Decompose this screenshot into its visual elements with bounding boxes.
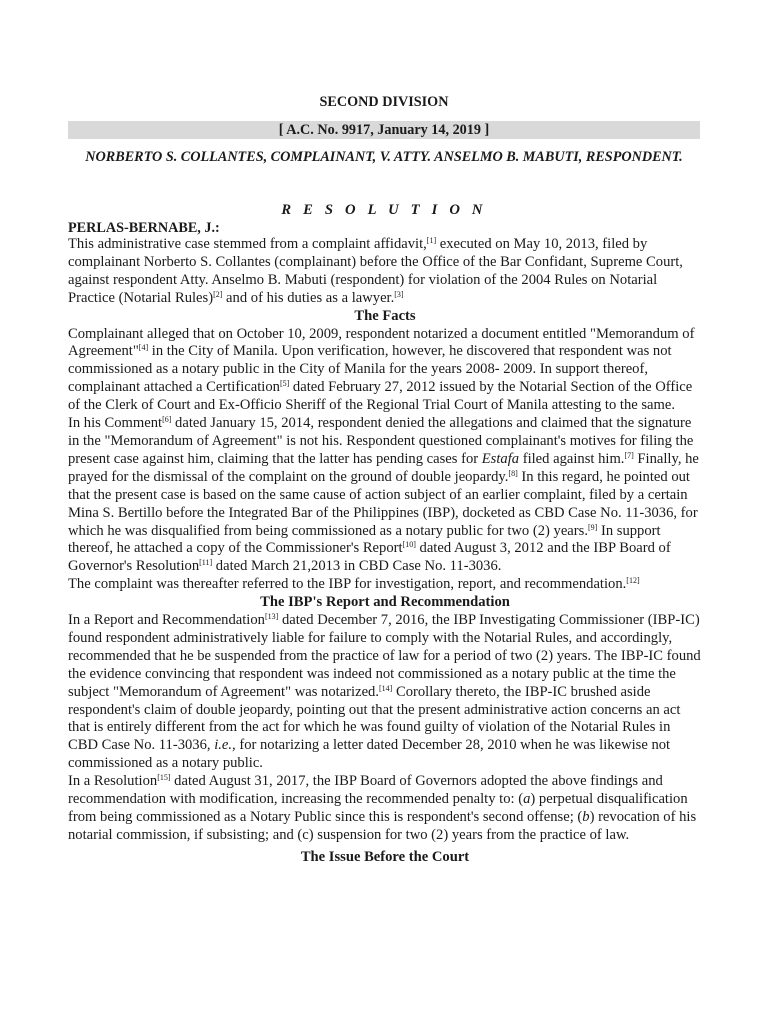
text-span: dated December 7, 2016, the IBP Investigating Commissioner (IBP-IC) found respondent administratively liable for failure to comply with the Notarial Rules, and accordingly, recommended that he be suspended from the practice of law for a period of two (2) years. The IBP-IC found the evidence convincing that respondent was indeed not commissioned as a notary public at the time the subject "Memorandum of Agreement" was notarized. [68,612,701,700]
heading-issue: The Issue Before the Court [300,848,470,865]
text-span: , for notarizing a letter dated December 28, 2010 when he was likewise not commissioned as a notary public. [68,737,671,772]
text-span: In a Resolution [68,773,158,790]
footnote-ref-1[interactable]: [1] [426,236,437,245]
text-span: In a Report and Recommendation [68,612,265,629]
case-parties: NORBERTO S. COLLANTES, COMPLAINANT, V. ATTY. ANSELMO B. MABUTI, RESPONDENT. [85,149,683,165]
paragraph-1 [68,236,702,308]
text-span: Corollary thereto, the IBP-IC brushed aside respondent's claim of double jeopardy, pointing out that the present administrative action concerns an act that is entirely different from the act for which he was found guilty of violation of the Notarial Rules in CBD Case No. 11-3036, [68,683,681,754]
text-span: ) perpetual disqualification from being commissioned as a Notary Public since this is respondent's second offense; ( [68,791,688,825]
text-span: filed against him. [519,450,625,467]
ponente-name: PERLAS-BERNABE, J.: [68,220,220,236]
text-span: In this regard, he pointed out that the present case is based on the same cause of action subject of an earlier complaint, filed by a certain Mina S. Bertillo before the Integrated Bar of the Philippines (IBP), docketed as CBD Case No. 11-3036, for which he was disqualified from being commissioned as a notary public for two (2) years. [68,468,698,539]
paragraph-2 [68,326,702,416]
italic-term: b [582,809,590,825]
footnote-ref-13[interactable]: [13] [264,612,279,622]
text-span: dated August 3, 2012 and the IBP Board of Governor's Resolution [68,540,671,575]
footnote-ref-5[interactable]: [5] [279,379,290,389]
heading-ibp-report: The IBP's Report and Recommendation [260,594,510,611]
text-span: dated March 21,2013 in CBD Case No. 11-3036. [212,558,502,575]
resolution-title: R E S O L U T I O N [281,202,487,218]
italic-term: Estafa [481,450,520,467]
footnote-ref-7[interactable]: [7] [624,450,634,460]
text-span: In his Comment [68,415,163,432]
text-span: Finally, he prayed for the dismissal of the complaint on the ground of double jeopardy. [68,450,699,485]
text-span: ) revocation of his notarial commission, if subsisting; and (c) suspension for two (2) years from the practice of law. [68,809,697,843]
heading-the-facts: The Facts [354,307,416,324]
footnote-ref-11[interactable]: [11] [199,558,213,568]
italic-term: a [523,791,531,808]
text-span: dated February 27, 2012 issued by the Notarial Section of the Office of the Clerk of Court and Ex-Officio Sheriff of the Regional Trial Court of Manila attesting to the same. [68,379,693,414]
text-span: Complainant alleged that on October 10, 2009, respondent notarized a document entitled "Memorandum of Agreement" [68,325,695,360]
footnote-ref-10[interactable]: [10] [402,540,416,550]
footnote-ref-14[interactable]: [14] [379,683,393,693]
text-span: dated August 31, 2017, the IBP Board of Governors adopted the above findings and recommendation with modification, increasing the recommended penalty to: ( [68,773,663,808]
text-span: executed on May 10, 2013, filed by complainant Norberto S. Collantes (complainant) before the Office of the Bar Confidant, Supreme Court, against respondent Atty. Anselmo B. Mabuti (respondent) for violation of the 2004 Rules on Notarial Practice (Notarial Rules) [68,236,683,306]
footnote-ref-4[interactable]: [4] [138,343,149,353]
division-heading: SECOND DIVISION [319,94,449,110]
footnote-ref-6[interactable]: [6] [162,415,172,425]
text-span: in the City of Manila. Upon verification, however, he discovered that respondent was not commissioned as a notary public in the City of Manila for the years 2008- 2009. In support thereof, complainant attached a Certification [68,343,672,396]
footnote-ref-15[interactable]: [15] [157,773,171,783]
paragraph-6 [68,773,702,845]
text-span: and of his duties as a lawyer. [222,289,395,306]
italic-term: i.e. [214,737,233,754]
footnote-ref-2[interactable]: [2] [213,289,223,299]
paragraph-4 [68,576,702,594]
text-span: This administrative case stemmed from a complaint affidavit, [68,236,427,252]
case-number-bar: [ A.C. No. 9917, January 14, 2019 ] [68,121,700,139]
text-span: dated January 15, 2014, respondent denied the allegations and claimed that the signature in the "Memorandum of Agreement" is not his. Respondent questioned complainant's motives for filing the present case against him, claiming that the latter has pending cases for [68,415,694,467]
text-span: The complaint was thereafter referred to the IBP for investigation, report, and recommendation. [68,576,627,593]
footnote-ref-12[interactable]: [12] [626,576,640,586]
footnote-ref-8[interactable]: [8] [508,468,518,478]
paragraph-5 [68,612,702,773]
footnote-ref-3[interactable]: [3] [394,289,404,299]
document-body [68,236,702,867]
text-span: In support thereof, he attached a copy of the Commissioner's Report [68,522,661,557]
footnote-ref-9[interactable]: [9] [587,522,598,532]
paragraph-3 [68,415,702,576]
